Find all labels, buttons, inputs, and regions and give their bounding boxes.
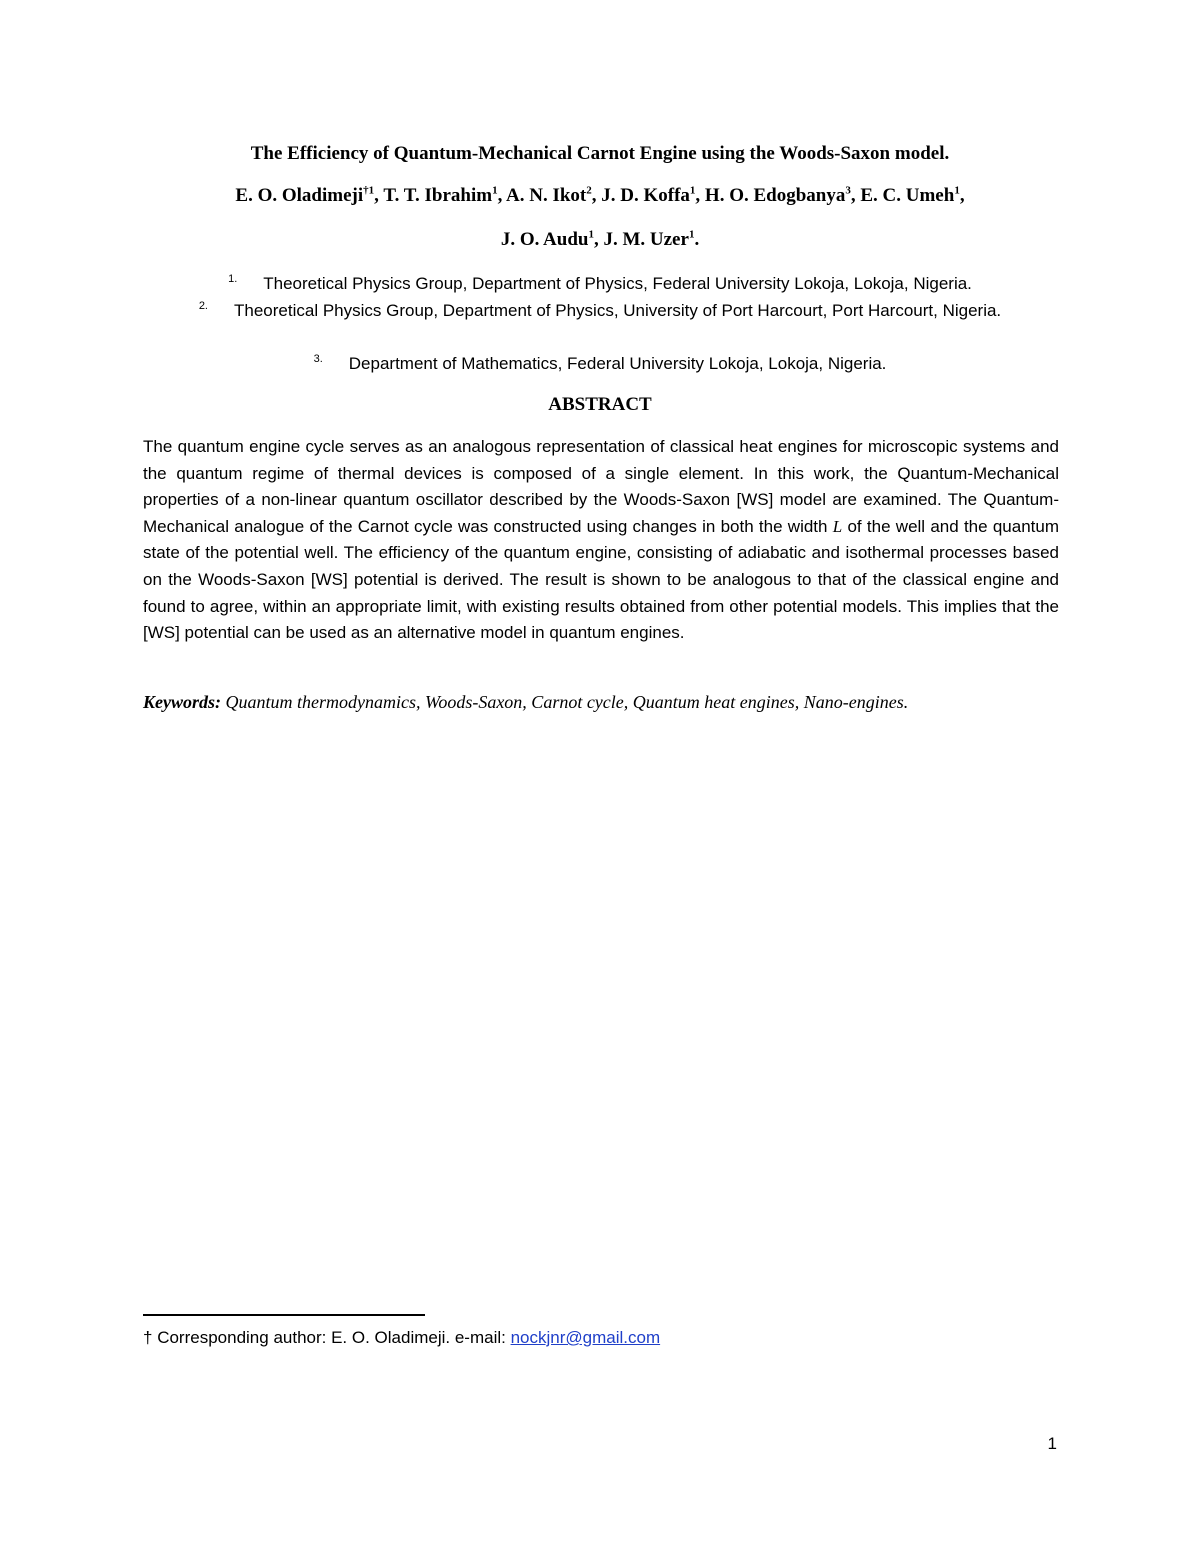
- author: J. M. Uzer$^1$: [603, 228, 695, 250]
- abstract-heading: ABSTRACT: [548, 394, 652, 415]
- author: J. D. Koffa$^1$: [601, 184, 696, 206]
- footnote-mark: †: [143, 1328, 153, 1347]
- keywords-label: Keywords:: [143, 692, 221, 712]
- footnote-divider: [143, 1314, 425, 1316]
- author: E. O. Oladimeji$^{\dagger 1}$: [235, 184, 375, 206]
- page-number: 1: [1047, 1434, 1057, 1453]
- author: A. N. Ikot$^2$: [506, 184, 592, 206]
- keywords-text: Quantum thermodynamics, Woods-Saxon, Carnot cycle, Quantum heat engines, Nano-engines.: [225, 692, 909, 712]
- author: T. T. Ibrahim$^1$: [383, 184, 498, 206]
- author-list-line1: E. O. Oladimeji$^{\dagger 1}$, T. T. Ibrahim$^1$, A. N. Ikot$^2$, J. D. Koffa$^1$, H. O. Edogbanya$^3$, E. C. Umeh$^1$,: [235, 184, 965, 206]
- keywords: [143, 692, 1059, 713]
- abstract-body: The quantum engine cycle serves as an analogous representation of classical heat engines for microscopic systems and the quantum regime of thermal devices is composed of a single element. In this work, the Quantum-Mechanical properties of a non-linear quantum oscillator described by the Woods-Saxon [WS] model are examined. The Quantum-Mechanical analogue of the Carnot cycle was constructed using changes in both the width L of the well and the quantum state of the potential well. The efficiency of the quantum engine, consisting of adiabatic and isothermal processes based on the Woods-Saxon [WS] potential is derived. The result is shown to be analogous to that of the classical engine and found to agree, within an appropriate limit, with existing results obtained from other potential models. This implies that the [WS] potential can be used as an alternative model in quantum engines.: [143, 437, 1059, 643]
- author: E. C. Umeh$^1$: [860, 184, 960, 206]
- email-link[interactable]: nockjnr@gmail.com: [510, 1328, 661, 1347]
- abstract-variable: L: [832, 516, 843, 536]
- affiliation-1: $^{1.}$ Theoretical Physics Group, Department of Physics, Federal University Lokoja, Lokoja, Nigeria.: [228, 273, 972, 293]
- affiliation-2: $^{2.}$ Theoretical Physics Group, Department of Physics, University of Port Harcourt, Port Harcourt, Nigeria.: [198, 300, 1002, 320]
- author-list-line2: J. O. Audu$^1$, J. M. Uzer$^1$.: [500, 228, 700, 250]
- footnote: [143, 1328, 660, 1348]
- footnote-text: Corresponding author: E. O. Oladimeji. e-mail:: [157, 1328, 511, 1347]
- affiliation-3: $^{3.}$ Department of Mathematics, Federal University Lokoja, Lokoja, Nigeria.: [313, 353, 887, 373]
- author: J. O. Audu$^1$: [500, 228, 594, 250]
- author: H. O. Edogbanya$^3$: [704, 184, 851, 206]
- paper-title: The Efficiency of Quantum-Mechanical Carnot Engine using the Woods-Saxon model.: [250, 143, 950, 164]
